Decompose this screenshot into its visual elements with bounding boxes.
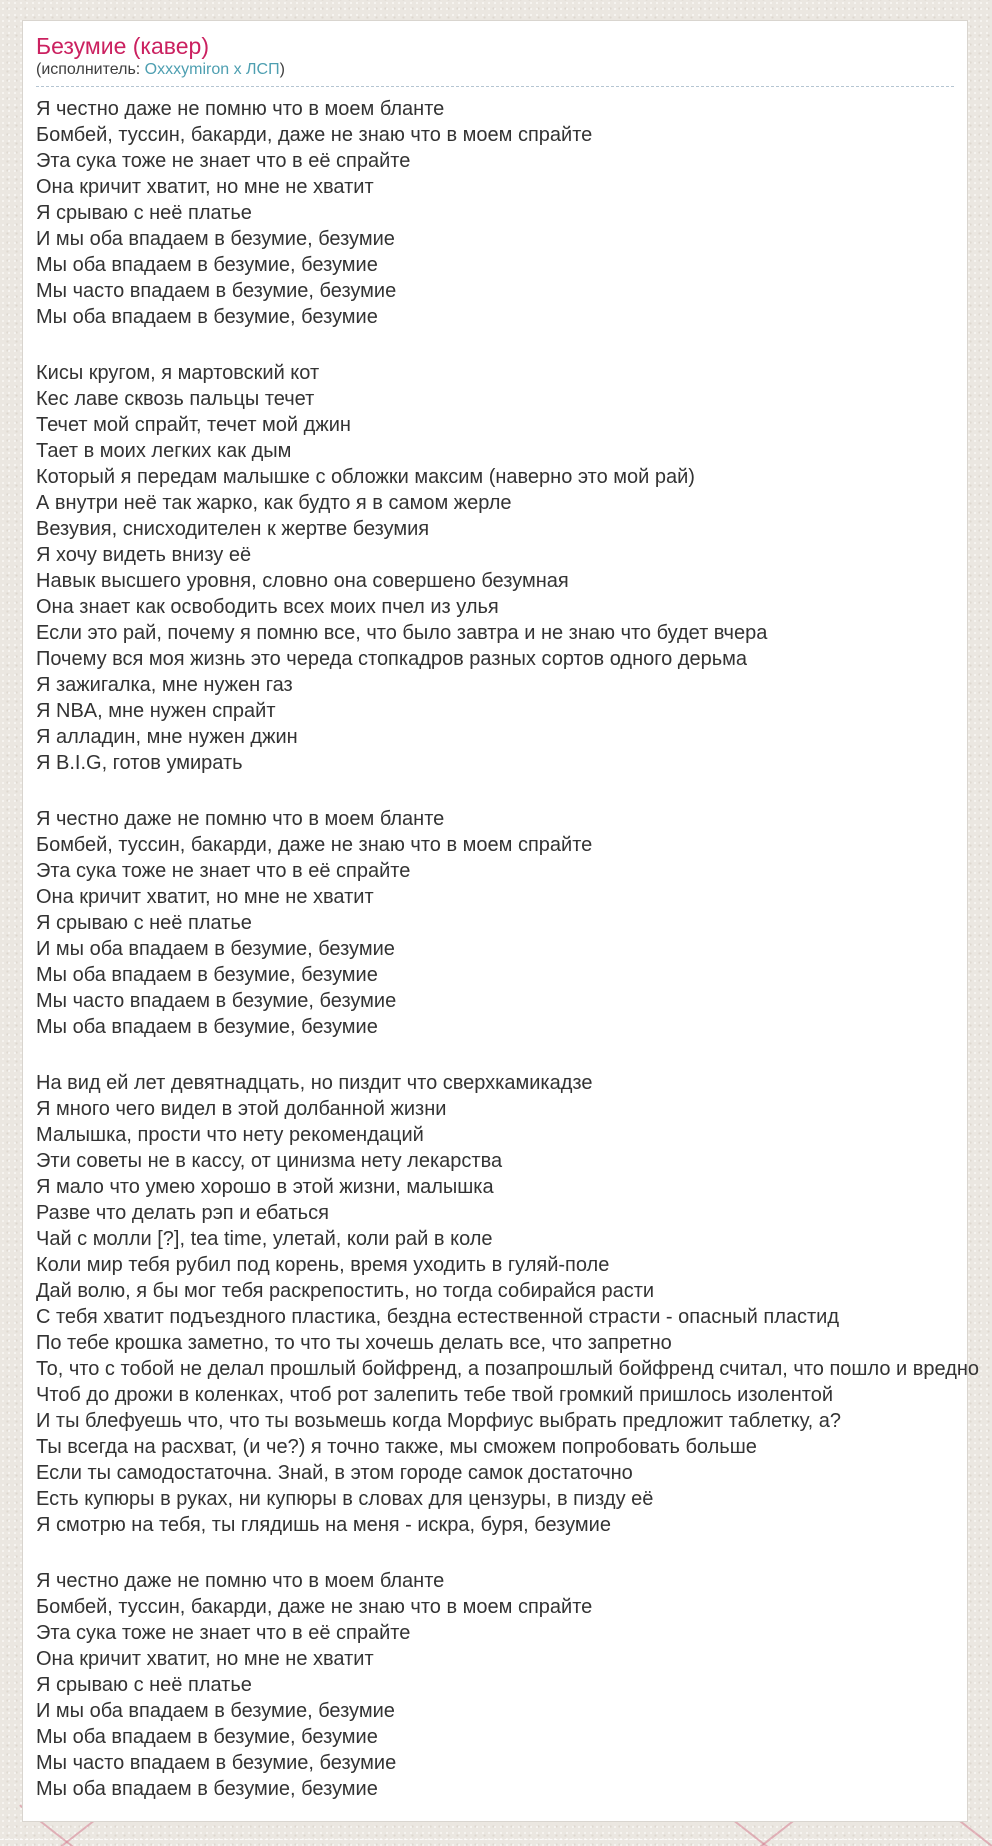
- verse: [36, 96, 954, 330]
- verse: [36, 806, 954, 1040]
- lyric-line: Бомбей, туссин, бакарди, даже не знаю что в моем спрайте: [36, 834, 593, 856]
- lyric-line: С тебя хватит подъездного пластика, бездна естественной страсти - опасный пластид: [36, 1306, 839, 1328]
- lyric-line: Я B.I.G, готов умирать: [36, 752, 243, 774]
- verse: [36, 1070, 980, 1538]
- lyric-line: Я алладин, мне нужен джин: [36, 726, 298, 748]
- lyric-line: Мы оба впадаем в безумие, безумие: [36, 964, 378, 986]
- lyric-line: Мы оба впадаем в безумие, безумие: [36, 306, 378, 328]
- lyric-line: Если это рай, почему я помню все, что было завтра и не знаю что будет вчера: [36, 622, 768, 644]
- lyric-line: Кес лаве сквозь пальцы течет: [36, 388, 315, 410]
- lyric-line: Мы оба впадаем в безумие, безумие: [36, 254, 378, 276]
- verse: [36, 1568, 954, 1802]
- performer-label: (исполнитель:: [36, 61, 145, 78]
- lyric-line: Эти советы не в кассу, от цинизма нету лекарства: [36, 1150, 503, 1172]
- lyric-line: Мы оба впадаем в безумие, безумие: [36, 1726, 378, 1748]
- header-divider: [36, 86, 954, 87]
- lyric-line: Эта сука тоже не знает что в её спрайте: [36, 150, 411, 172]
- lyric-line: Который я передам малышке с обложки максим (наверно это мой рай): [36, 466, 695, 488]
- lyric-line: Я честно даже не помню что в моем бланте: [36, 98, 445, 120]
- lyric-line: Мы оба впадаем в безумие, безумие: [36, 1016, 378, 1038]
- lyric-line: Я смотрю на тебя, ты глядишь на меня - искра, буря, безумие: [36, 1514, 611, 1536]
- lyric-line: Разве что делать рэп и ебаться: [36, 1202, 329, 1224]
- lyric-line: Чай с молли [?], tea time, улетай, коли рай в коле: [36, 1228, 493, 1250]
- lyric-line: По тебе крошка заметно, то что ты хочешь делать все, что запретно: [36, 1332, 672, 1354]
- lyric-line: А внутри неё так жарко, как будто я в самом жерле: [36, 492, 512, 514]
- lyric-line: И мы оба впадаем в безумие, безумие: [36, 938, 395, 960]
- lyric-line: Почему вся моя жизнь это череда стопкадров разных сортов одного дерьма: [36, 648, 748, 670]
- lyric-line: На вид ей лет девятнадцать, но пиздит что сверхкамикадзе: [36, 1072, 593, 1094]
- lyrics-text: [36, 96, 980, 1802]
- page-title: Безумие (кавер): [36, 33, 209, 59]
- lyric-line: То, что с тобой не делал прошлый бойфренд, а позапрошлый бойфренд считал, что пошло и вредно: [36, 1358, 980, 1380]
- performer-line: [36, 60, 954, 80]
- lyric-line: Я много чего видел в этой долбанной жизни: [36, 1098, 447, 1120]
- lyric-line: Я NBA, мне нужен спрайт: [36, 700, 276, 722]
- lyric-line: И мы оба впадаем в безумие, безумие: [36, 1700, 395, 1722]
- artist-link[interactable]: Oxxxymiron x ЛСП: [144, 61, 280, 78]
- lyric-line: Она кричит хватит, но мне не хватит: [36, 886, 374, 908]
- performer-suffix: ): [279, 61, 285, 78]
- lyric-line: Чтоб до дрожи в коленках, чтоб рот залепить тебе твой громкий пришлось изолентой: [36, 1384, 834, 1406]
- lyrics-card: [22, 20, 980, 1822]
- lyric-line: Бомбей, туссин, бакарди, даже не знаю что в моем спрайте: [36, 1596, 593, 1618]
- lyric-line: И мы оба впадаем в безумие, безумие: [36, 228, 395, 250]
- lyric-line: Если ты самодостаточна. Знай, в этом городе самок достаточно: [36, 1462, 633, 1484]
- lyric-line: Тает в моих легких как дым: [36, 440, 292, 462]
- lyric-line: Она кричит хватит, но мне не хватит: [36, 176, 374, 198]
- lyric-line: Мы часто впадаем в безумие, безумие: [36, 990, 397, 1012]
- lyric-line: Малышка, прости что нету рекомендаций: [36, 1124, 424, 1146]
- song-header: [36, 33, 954, 80]
- lyric-line: Я хочу видеть внизу её: [36, 544, 252, 566]
- lyric-line: Я честно даже не помню что в моем бланте: [36, 1570, 445, 1592]
- lyric-line: Я срываю с неё платье: [36, 202, 252, 224]
- background-stitch-line: [0, 1839, 992, 1840]
- lyric-line: Я срываю с неё платье: [36, 912, 252, 934]
- lyric-line: Я мало что умею хорошо в этой жизни, малышка: [36, 1176, 494, 1198]
- lyric-line: Я зажигалка, мне нужен газ: [36, 674, 293, 696]
- lyric-line: Дай волю, я бы мог тебя раскрепостить, но тогда собирайся расти: [36, 1280, 655, 1302]
- lyric-line: Навык высшего уровня, словно она совершено безумная: [36, 570, 569, 592]
- lyric-line: Я честно даже не помню что в моем бланте: [36, 808, 445, 830]
- lyric-line: Бомбей, туссин, бакарди, даже не знаю что в моем спрайте: [36, 124, 593, 146]
- lyric-line: Ты всегда на расхват, (и че?) я точно также, мы сможем попробовать больше: [36, 1436, 757, 1458]
- lyric-line: Есть купюры в руках, ни купюры в словах для цензуры, в пизду её: [36, 1488, 654, 1510]
- lyric-line: Мы часто впадаем в безумие, безумие: [36, 280, 397, 302]
- lyric-line: Она знает как освободить всех моих пчел из улья: [36, 596, 499, 618]
- lyric-line: Эта сука тоже не знает что в её спрайте: [36, 1622, 411, 1644]
- lyric-line: Везувия, снисходителен к жертве безумия: [36, 518, 430, 540]
- verse: [36, 360, 954, 776]
- lyric-line: Я срываю с неё платье: [36, 1674, 252, 1696]
- lyric-line: Коли мир тебя рубил под корень, время уходить в гуляй-поле: [36, 1254, 610, 1276]
- lyric-line: Мы оба впадаем в безумие, безумие: [36, 1778, 378, 1800]
- lyric-line: Она кричит хватит, но мне не хватит: [36, 1648, 374, 1670]
- lyric-line: И ты блефуешь что, что ты возьмешь когда Морфиус выбрать предложит таблетку, а?: [36, 1410, 841, 1432]
- lyric-line: Течет мой спрайт, течет мой джин: [36, 414, 351, 436]
- lyric-line: Эта сука тоже не знает что в её спрайте: [36, 860, 411, 882]
- lyric-line: Кисы кругом, я мартовский кот: [36, 362, 320, 384]
- lyric-line: Мы часто впадаем в безумие, безумие: [36, 1752, 397, 1774]
